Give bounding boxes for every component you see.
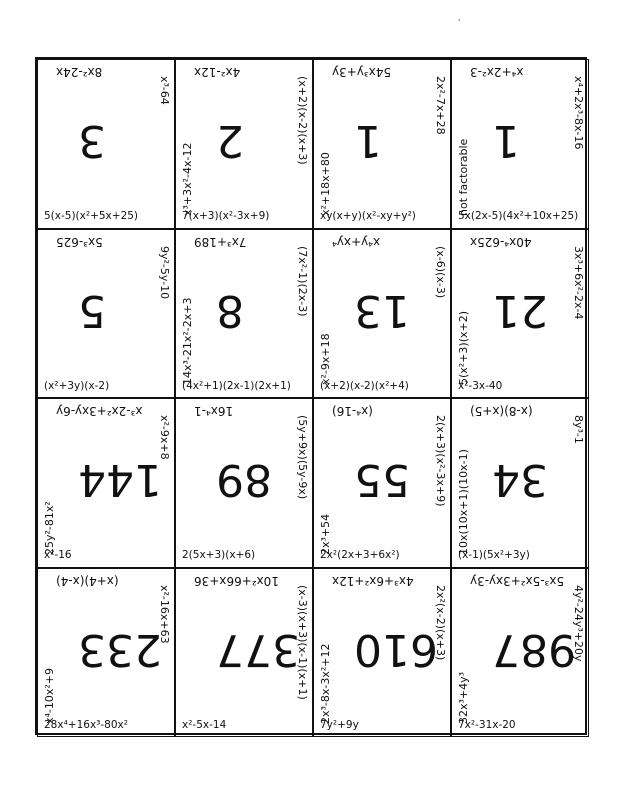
edge-right-expression: 9y²-5y-10 (158, 245, 171, 299)
cell-number: 89 (216, 454, 272, 505)
cell-number: 1 (354, 115, 382, 166)
edge-left-expression: 32x³+4y³ (457, 671, 470, 724)
edge-top-expression: (x-8)(x+5) (470, 404, 533, 418)
edge-right-expression: (7x²-1)(2x-3) (296, 245, 309, 317)
puzzle-cell (313, 59, 451, 229)
edge-top-expression: 5x³-625 (56, 234, 103, 249)
puzzle-cell (451, 398, 589, 568)
edge-right-expression: 8y³-1 (572, 415, 585, 444)
cell-number: 5 (78, 284, 106, 336)
edge-right-expression: (x-3)(x+3)(x-1)(x+1) (296, 584, 309, 700)
puzzle-cell (37, 59, 175, 229)
edge-bottom-expression: 2x²(2x+3+6x²) (320, 549, 400, 561)
edge-top-expression: x⁴y+xy⁴ (332, 234, 381, 249)
page-mark: · (457, 13, 462, 29)
edge-left-expression: 5(x²+3)(x+2) (457, 310, 470, 385)
puzzle-cell (175, 59, 313, 229)
edge-left-expression: 25y²-81x² (43, 500, 56, 555)
edge-right-expression: 2x²-7x+28 (434, 76, 447, 135)
cell-number: 13 (354, 284, 410, 336)
cell-number: 377 (216, 623, 300, 675)
edge-bottom-expression: (x+2)(x-2)(x²+4) (320, 379, 409, 392)
edge-top-expression: (x⁴-16) (332, 404, 373, 418)
edge-left-expression: 2x³+54 (319, 513, 332, 555)
edge-top-expression: 8x²-24x (56, 65, 103, 79)
edge-left-expression: 10x(10x+1)(10x-1) (457, 448, 470, 555)
edge-bottom-expression: x²-16 (44, 549, 72, 561)
edge-right-expression: x³-64 (158, 76, 171, 105)
edge-bottom-expression: (x-1)(5x²+3y) (458, 549, 530, 561)
edge-top-expression: 4x²-12x (194, 65, 241, 79)
edge-left-expression: x²-9x+18 (319, 333, 332, 385)
cell-number: 1 (492, 115, 520, 166)
puzzle-cell (37, 568, 175, 738)
cell-number: 3 (78, 115, 106, 166)
puzzle-cell (175, 398, 313, 568)
edge-bottom-expression: 2(5x+3)(x+6) (182, 549, 256, 561)
edge-right-expression: x⁴+2x³-8x-16 (572, 76, 585, 150)
edge-top-expression: 7x³+189 (194, 234, 247, 249)
edge-top-expression: 40x⁴-625x (470, 234, 532, 249)
edge-right-expression: (5y+9x)(5y-9x) (296, 415, 309, 500)
edge-bottom-expression: x²-5x-14 (182, 718, 227, 731)
cell-number: 34 (492, 454, 548, 505)
cell-number: 233 (78, 623, 162, 675)
edge-top-expression: 10x²+66x+36 (194, 573, 279, 588)
edge-bottom-expression: 7y²+9y (320, 718, 359, 731)
edge-left-expression: 2x³-8x-3x²+12 (319, 643, 332, 724)
puzzle-cell (175, 568, 313, 738)
cell-number: 21 (492, 284, 548, 336)
cell-number: 2 (216, 115, 244, 166)
edge-right-expression: x²-9x+8 (158, 415, 171, 460)
edge-right-expression: (x-6)(x-3) (434, 245, 447, 298)
cell-number: 55 (354, 454, 410, 505)
edge-top-expression: x⁴+2x²-3 (470, 65, 524, 79)
edge-right-expression: (x+2)(x-2)(x+3) (296, 76, 309, 165)
edge-left-expression: x⁴-10x²+9 (43, 667, 56, 724)
edge-bottom-expression: 7(x+3)(x²-3x+9) (182, 210, 270, 222)
edge-top-expression: 4x³+6x²+12x (332, 573, 414, 588)
edge-bottom-expression: (x²+3y)(x-2) (44, 379, 110, 392)
puzzle-cell (313, 229, 451, 399)
cell-number: 144 (78, 454, 162, 505)
edge-top-expression: (x+4)(x-4) (56, 573, 119, 588)
edge-top-expression: 5x³-5x²+3xy-3y (470, 573, 565, 588)
puzzle-cell (451, 59, 589, 229)
puzzle-cell (313, 398, 451, 568)
edge-bottom-expression: xy(x+y)(x²-xy+y²) (320, 210, 416, 222)
puzzle-cell (451, 568, 589, 738)
edge-right-expression: 4y²-24y³+20y (572, 584, 585, 662)
puzzle-grid (35, 57, 587, 735)
edge-left-expression: 14x³-21x²-2x+3 (181, 297, 194, 385)
edge-bottom-expression: x²-3x-40 (458, 379, 503, 392)
edge-left-expression: x³+3x²-4x-12 (181, 142, 194, 216)
edge-bottom-expression: 5x(2x-5)(4x²+10x+25) (458, 210, 579, 222)
puzzle-cell (37, 398, 175, 568)
edge-bottom-expression: (4x²+1)(2x-1)(2x+1) (182, 379, 291, 392)
edge-bottom-expression: 28x⁴+16x³-80x² (44, 718, 128, 731)
puzzle-cell (313, 568, 451, 738)
puzzle-cell (37, 229, 175, 399)
edge-right-expression: 3x³+6x²-2x-4 (572, 245, 585, 319)
puzzle-cell (175, 229, 313, 399)
cell-number: 8 (216, 284, 244, 336)
puzzle-cell (451, 229, 589, 399)
edge-top-expression: 16x⁴-1 (194, 404, 234, 418)
cell-number: 610 (354, 623, 438, 675)
edge-left-expression: not factorable (457, 138, 470, 216)
edge-right-expression: x²-16x+63 (158, 584, 171, 644)
edge-bottom-expression: 5(x-5)(x²+5x+25) (44, 210, 139, 222)
edge-bottom-expression: 7x²-31x-20 (458, 718, 516, 731)
edge-left-expression: x²+18x+80 (319, 151, 332, 216)
edge-top-expression: x³-2x²+3xy-6y (56, 404, 143, 418)
edge-right-expression: 2(x+3)(x²-3x+9) (434, 415, 447, 507)
edge-right-expression: 2x²(x-2)(x+3) (434, 584, 447, 660)
cell-number: 987 (492, 623, 576, 675)
edge-top-expression: 54x³y+3y (332, 65, 392, 79)
